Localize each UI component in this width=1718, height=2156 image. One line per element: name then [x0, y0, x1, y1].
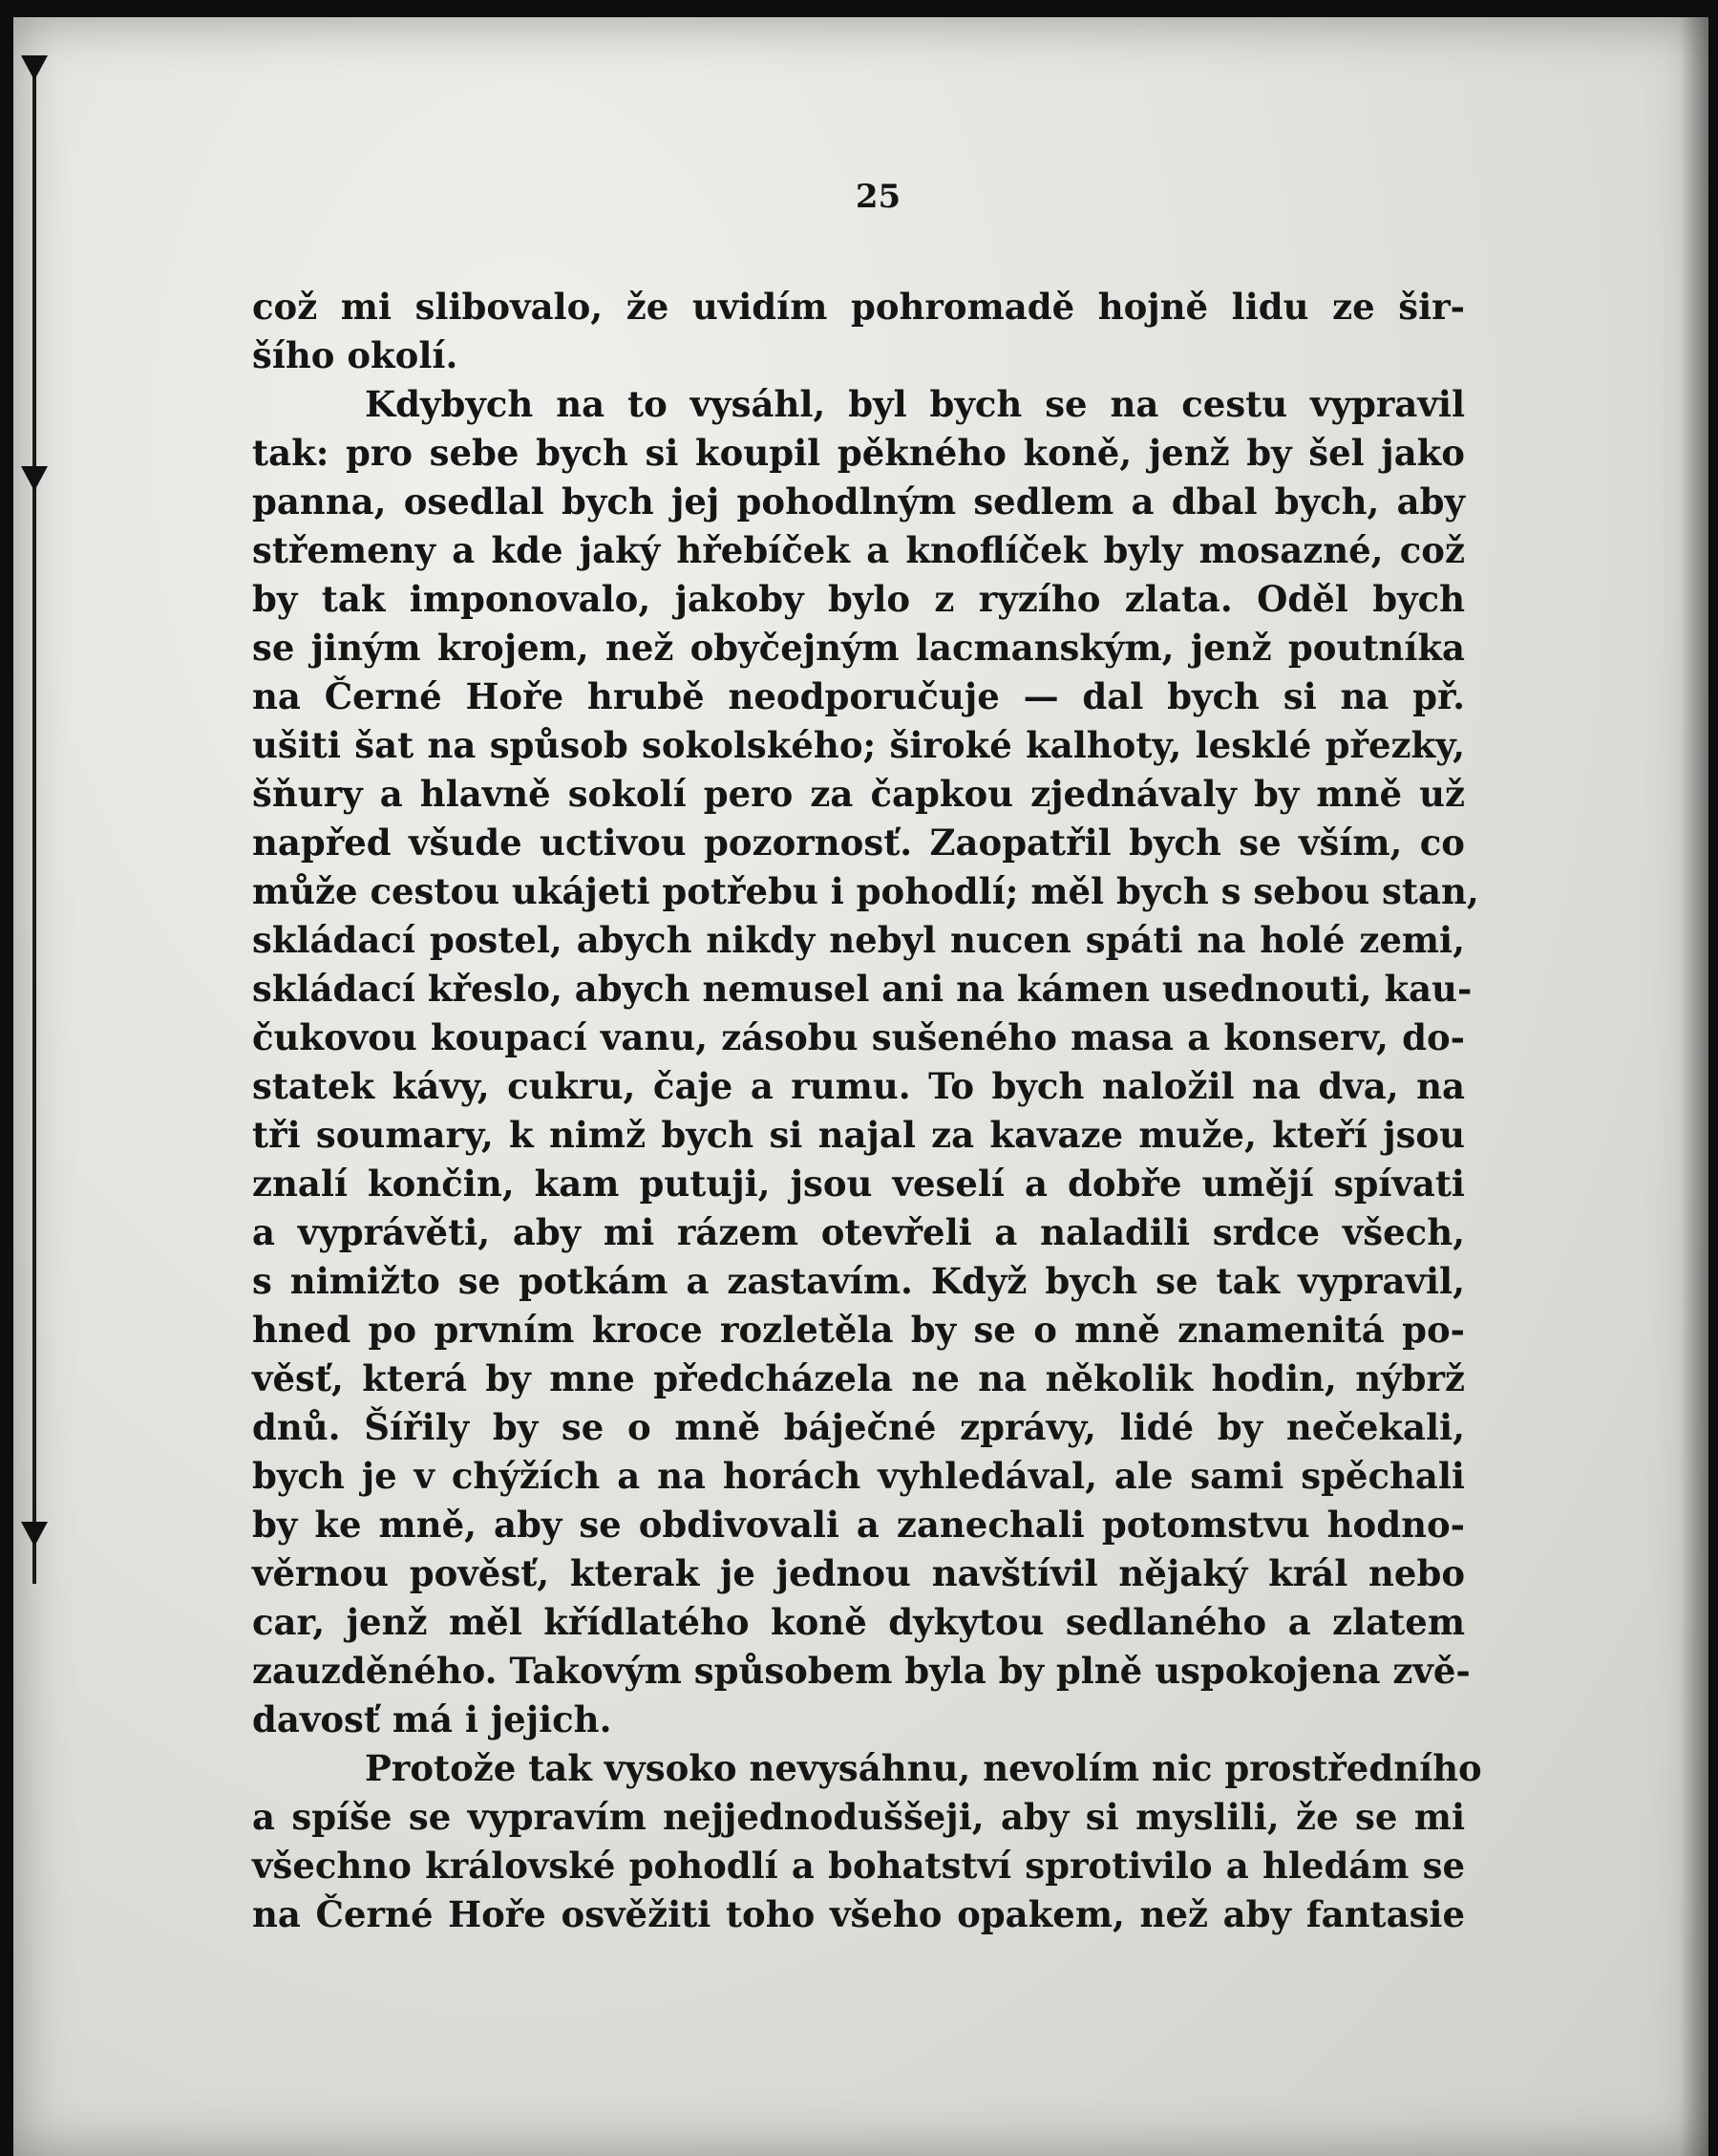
text-line: skládací křeslo, abych nemusel ani na kámen usednouti, kau- [252, 968, 1473, 1010]
text-line: Kdybych na to vysáhl, byl bych se na cestu vypravil [365, 383, 1465, 425]
text-line: znalí končin, kam putuji, jsou veselí a dobře umějí spívati [252, 1163, 1465, 1205]
text-line: což mi slibovalo, že uvidím pohromadě hojně lidu ze šir- [252, 286, 1465, 328]
text-line: na Černé Hoře osvěžiti toho všeho opakem, než aby fantasie [252, 1893, 1465, 1935]
text-line: šňury a hlavně sokolí pero za čapkou zjednávaly by mně už [252, 773, 1465, 815]
binding-marker-icon [21, 55, 48, 80]
text-line: ušiti šat na spůsob sokolského; široké kalhoty, lesklé přezky, [252, 724, 1465, 766]
text-line: s nimižto se potkám a zastavím. Když bych se tak vypravil, [252, 1260, 1465, 1302]
text-line: Protože tak vysoko nevysáhnu, nevolím nic prostředního [365, 1747, 1482, 1789]
text-line: by ke mně, aby se obdivovali a zanechali potomstvu hodno- [252, 1504, 1465, 1546]
text-line: bych je v chýžích a na horách vyhledával, ale sami spěchali [252, 1455, 1465, 1497]
binding-marker-icon [21, 466, 48, 491]
binding-marker-icon [21, 1522, 48, 1547]
text-line: všechno královské pohodlí a bohatství sprotivilo a hledám se [252, 1845, 1465, 1887]
text-line: věsť, která by mne předcházela ne na několik hodin, nýbrž [252, 1357, 1465, 1399]
text-line: se jiným krojem, než obyčejným lacmanským, jenž poutníka [252, 627, 1465, 669]
page-shadow-edge [1680, 17, 1708, 2156]
text-line: car, jenž měl křídlatého koně dykytou sedlaného a zlatem [252, 1601, 1465, 1643]
text-line: šího okolí. [252, 334, 458, 376]
book-page [13, 17, 1708, 2156]
text-line: panna, osedlal bych jej pohodlným sedlem a dbal bych, aby [252, 480, 1465, 523]
binding-edge [32, 55, 36, 1584]
text-line: by tak imponovalo, jakoby bylo z ryzího zlata. Oděl bych [252, 578, 1465, 620]
text-line: statek kávy, cukru, čaje a rumu. To bych naložil na dva, na [252, 1065, 1465, 1107]
text-line: a vyprávěti, aby mi rázem otevřeli a naladili srdce všech, [252, 1211, 1465, 1253]
text-line: davosť má i jejich. [252, 1698, 612, 1740]
text-line: na Černé Hoře hrubě neodporučuje — dal bych si na př. [252, 675, 1465, 717]
text-line: věrnou pověsť, kterak je jednou navštívil nějaký král nebo [252, 1552, 1465, 1594]
text-line: dnů. Šířily by se o mně báječné zprávy, lidé by nečekali, [252, 1406, 1465, 1448]
text-line: čukovou koupací vanu, zásobu sušeného masa a konserv, do- [252, 1016, 1465, 1058]
body-text [252, 283, 1482, 1939]
text-line: skládací postel, abych nikdy nebyl nucen spáti na holé zemi, [252, 919, 1465, 961]
text-line: hned po prvním kroce rozletěla by se o mně znamenitá po- [252, 1309, 1465, 1351]
text-line: tři soumary, k nimž bych si najal za kavaze muže, kteří jsou [252, 1114, 1465, 1156]
text-line: tak: pro sebe bych si koupil pěkného koně, jenž by šel jako [252, 432, 1465, 474]
text-line: střemeny a kde jaký hřebíček a knoflíček byly mosazné, což [252, 529, 1465, 571]
text-line: může cestou ukájeti potřebu i pohodlí; měl bych s sebou stan, [252, 870, 1479, 912]
text-line: a spíše se vypravím nejjednoduššeji, aby si myslili, že se mi [252, 1796, 1465, 1838]
text-line: napřed všude uctivou pozornosť. Zaopatřil bych se vším, co [252, 822, 1465, 864]
text-line: zauzděného. Takovým spůsobem byla by plně uspokojena zvě- [252, 1650, 1471, 1692]
page-number: 25 [855, 178, 901, 216]
